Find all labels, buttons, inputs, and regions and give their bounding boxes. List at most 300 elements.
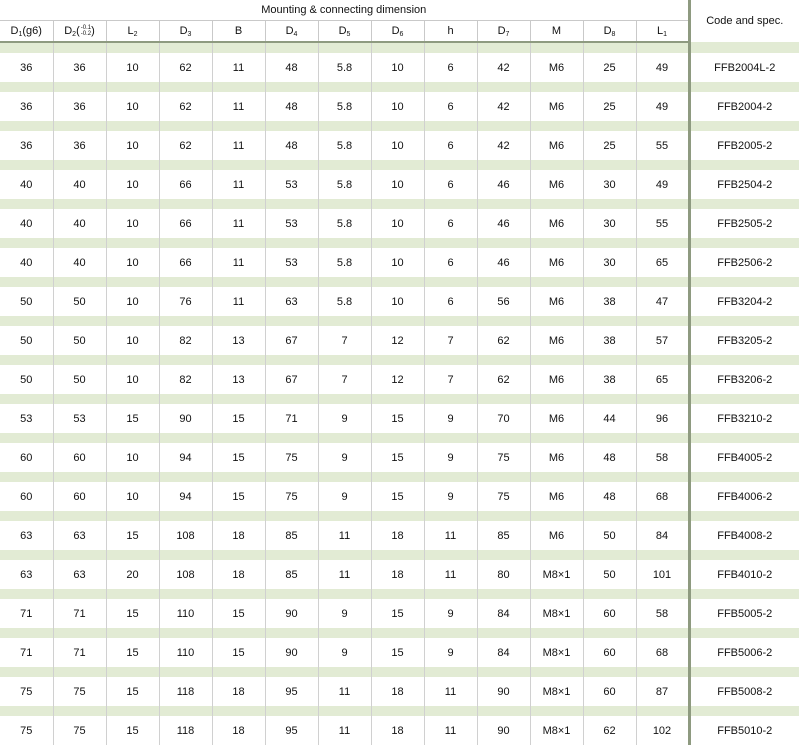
table-cell: 71 bbox=[265, 404, 318, 433]
table-cell: 53 bbox=[53, 404, 106, 433]
table-cell: M6 bbox=[530, 287, 583, 316]
table-cell: 10 bbox=[371, 92, 424, 121]
row-separator bbox=[0, 316, 799, 326]
row-separator bbox=[0, 511, 799, 521]
row-separator bbox=[0, 433, 799, 443]
table-cell: 9 bbox=[424, 404, 477, 433]
row-separator bbox=[0, 550, 799, 560]
table-cell: M8×1 bbox=[530, 716, 583, 745]
table-cell: 6 bbox=[424, 53, 477, 82]
table-cell: 85 bbox=[477, 521, 530, 550]
table-cell: M6 bbox=[530, 209, 583, 238]
code-cell: FFB4005-2 bbox=[689, 443, 799, 472]
table-cell: 95 bbox=[265, 716, 318, 745]
table-cell: 84 bbox=[477, 599, 530, 628]
table-cell: 75 bbox=[0, 716, 53, 745]
table-cell: 62 bbox=[477, 365, 530, 394]
table-cell: 47 bbox=[636, 287, 689, 316]
table-cell: M6 bbox=[530, 170, 583, 199]
table-cell: 63 bbox=[53, 560, 106, 589]
table-cell: 11 bbox=[212, 287, 265, 316]
table-cell: 10 bbox=[371, 53, 424, 82]
table-row bbox=[0, 287, 799, 316]
code-cell: FFB5010-2 bbox=[689, 716, 799, 745]
table-cell: 48 bbox=[265, 53, 318, 82]
table-cell: 53 bbox=[265, 170, 318, 199]
table-cell: 15 bbox=[371, 638, 424, 667]
table-cell: 118 bbox=[159, 716, 212, 745]
table-cell: 9 bbox=[424, 443, 477, 472]
table-row bbox=[0, 365, 799, 394]
table-cell: 50 bbox=[53, 287, 106, 316]
group-header: Mounting & connecting dimension bbox=[0, 0, 689, 21]
table-cell: 25 bbox=[583, 53, 636, 82]
table-cell: 40 bbox=[53, 170, 106, 199]
table-cell: 60 bbox=[583, 599, 636, 628]
table-cell: 9 bbox=[318, 404, 371, 433]
table-cell: 18 bbox=[212, 560, 265, 589]
table-cell: 5.8 bbox=[318, 170, 371, 199]
column-header: $D_3$ bbox=[159, 21, 212, 43]
table-cell: 15 bbox=[371, 599, 424, 628]
table-cell: 53 bbox=[0, 404, 53, 433]
table-cell: 15 bbox=[106, 716, 159, 745]
row-separator bbox=[0, 706, 799, 716]
table-row bbox=[0, 599, 799, 628]
table-cell: 11 bbox=[318, 677, 371, 706]
table-cell: 18 bbox=[212, 677, 265, 706]
table-cell: 15 bbox=[212, 443, 265, 472]
table-cell: 71 bbox=[0, 599, 53, 628]
table-cell: 5.8 bbox=[318, 131, 371, 160]
table-cell: 60 bbox=[53, 482, 106, 511]
table-cell: M8×1 bbox=[530, 599, 583, 628]
table-cell: 6 bbox=[424, 92, 477, 121]
table-cell: 80 bbox=[477, 560, 530, 589]
table-cell: 65 bbox=[636, 248, 689, 277]
table-cell: 90 bbox=[159, 404, 212, 433]
table-cell: 90 bbox=[477, 677, 530, 706]
table-cell: 15 bbox=[106, 677, 159, 706]
table-cell: 85 bbox=[265, 521, 318, 550]
table-cell: 11 bbox=[318, 521, 371, 550]
table-cell: 62 bbox=[159, 92, 212, 121]
table-cell: 66 bbox=[159, 209, 212, 238]
table-cell: 38 bbox=[583, 287, 636, 316]
table-row bbox=[0, 521, 799, 550]
table-cell: 118 bbox=[159, 677, 212, 706]
table-cell: 82 bbox=[159, 365, 212, 394]
table-cell: 15 bbox=[212, 404, 265, 433]
table-cell: 10 bbox=[106, 53, 159, 82]
table-cell: 75 bbox=[53, 677, 106, 706]
table-cell: 48 bbox=[265, 92, 318, 121]
table-cell: 30 bbox=[583, 170, 636, 199]
row-separator bbox=[0, 121, 799, 131]
table-cell: 9 bbox=[318, 599, 371, 628]
table-cell: 5.8 bbox=[318, 248, 371, 277]
table-cell: 15 bbox=[106, 404, 159, 433]
table-cell: M8×1 bbox=[530, 677, 583, 706]
table-cell: 102 bbox=[636, 716, 689, 745]
table-cell: 10 bbox=[371, 209, 424, 238]
table-cell: 15 bbox=[212, 482, 265, 511]
table-row bbox=[0, 92, 799, 121]
table-cell: 11 bbox=[318, 716, 371, 745]
column-header: $D_1(g6)$ bbox=[0, 21, 53, 43]
table-cell: 11 bbox=[424, 560, 477, 589]
code-cell: FFB3210-2 bbox=[689, 404, 799, 433]
code-cell: FFB5008-2 bbox=[689, 677, 799, 706]
table-row bbox=[0, 209, 799, 238]
table-cell: 58 bbox=[636, 599, 689, 628]
table-cell: 25 bbox=[583, 131, 636, 160]
table-cell: 10 bbox=[106, 92, 159, 121]
table-cell: 9 bbox=[424, 638, 477, 667]
table-cell: M6 bbox=[530, 131, 583, 160]
table-cell: 110 bbox=[159, 599, 212, 628]
table-cell: 18 bbox=[371, 521, 424, 550]
table-cell: 50 bbox=[0, 365, 53, 394]
table-cell: M6 bbox=[530, 365, 583, 394]
table-row bbox=[0, 716, 799, 745]
table-cell: M6 bbox=[530, 482, 583, 511]
table-cell: 94 bbox=[159, 443, 212, 472]
column-header: $D_2$( -0.1 -0.2 ) bbox=[53, 21, 106, 43]
table-cell: 25 bbox=[583, 92, 636, 121]
table-cell: 68 bbox=[636, 638, 689, 667]
code-cell: FFB2504-2 bbox=[689, 170, 799, 199]
column-header: $L_1$ bbox=[636, 21, 689, 43]
table-cell: 49 bbox=[636, 170, 689, 199]
table-cell: 10 bbox=[106, 248, 159, 277]
table-cell: 15 bbox=[371, 443, 424, 472]
table-cell: 75 bbox=[0, 677, 53, 706]
code-cell: FFB5005-2 bbox=[689, 599, 799, 628]
table-cell: 50 bbox=[53, 365, 106, 394]
table-cell: 63 bbox=[0, 560, 53, 589]
table-row bbox=[0, 404, 799, 433]
table-cell: 63 bbox=[265, 287, 318, 316]
table-cell: 42 bbox=[477, 131, 530, 160]
table-cell: 10 bbox=[106, 170, 159, 199]
table-cell: 96 bbox=[636, 404, 689, 433]
table-cell: 48 bbox=[583, 482, 636, 511]
table-cell: 13 bbox=[212, 326, 265, 355]
table-cell: 76 bbox=[159, 287, 212, 316]
table-cell: 71 bbox=[0, 638, 53, 667]
table-cell: 10 bbox=[371, 170, 424, 199]
table-cell: 42 bbox=[477, 53, 530, 82]
table-cell: M6 bbox=[530, 443, 583, 472]
table-row bbox=[0, 482, 799, 511]
table-row bbox=[0, 638, 799, 667]
table-cell: 60 bbox=[0, 443, 53, 472]
table-cell: 101 bbox=[636, 560, 689, 589]
code-cell: FFB3206-2 bbox=[689, 365, 799, 394]
table-row bbox=[0, 53, 799, 82]
column-header: $D_5$ bbox=[318, 21, 371, 43]
table-row bbox=[0, 560, 799, 589]
table-cell: 85 bbox=[265, 560, 318, 589]
table-cell: 94 bbox=[159, 482, 212, 511]
table-cell: 10 bbox=[106, 131, 159, 160]
table-cell: 11 bbox=[424, 521, 477, 550]
table-cell: 75 bbox=[265, 482, 318, 511]
table-cell: 66 bbox=[159, 248, 212, 277]
table-cell: 6 bbox=[424, 209, 477, 238]
table-cell: 90 bbox=[265, 638, 318, 667]
row-separator bbox=[0, 238, 799, 248]
code-cell: FFB4010-2 bbox=[689, 560, 799, 589]
table-cell: 18 bbox=[212, 716, 265, 745]
table-cell: 40 bbox=[53, 209, 106, 238]
table-cell: 55 bbox=[636, 131, 689, 160]
table-cell: M6 bbox=[530, 92, 583, 121]
table-cell: 75 bbox=[477, 443, 530, 472]
row-separator bbox=[0, 628, 799, 638]
table-cell: 90 bbox=[477, 716, 530, 745]
table-cell: 50 bbox=[53, 326, 106, 355]
table-cell: 5.8 bbox=[318, 209, 371, 238]
code-cell: FFB3205-2 bbox=[689, 326, 799, 355]
table-cell: 15 bbox=[106, 599, 159, 628]
column-header: B bbox=[212, 21, 265, 43]
table-cell: 6 bbox=[424, 287, 477, 316]
table-cell: 6 bbox=[424, 170, 477, 199]
table-row bbox=[0, 248, 799, 277]
table-cell: 9 bbox=[424, 599, 477, 628]
table-cell: 7 bbox=[424, 365, 477, 394]
table-cell: 11 bbox=[212, 92, 265, 121]
table-cell: 38 bbox=[583, 365, 636, 394]
table-cell: 10 bbox=[371, 131, 424, 160]
code-cell: FFB2004L-2 bbox=[689, 53, 799, 82]
table-cell: 13 bbox=[212, 365, 265, 394]
table-cell: 36 bbox=[0, 92, 53, 121]
table-cell: 60 bbox=[583, 638, 636, 667]
table-cell: 87 bbox=[636, 677, 689, 706]
table-cell: 44 bbox=[583, 404, 636, 433]
table-cell: 10 bbox=[371, 287, 424, 316]
table-cell: 63 bbox=[53, 521, 106, 550]
column-header: $D_8$ bbox=[583, 21, 636, 43]
table-cell: 20 bbox=[106, 560, 159, 589]
table-cell: 11 bbox=[212, 53, 265, 82]
table-cell: 15 bbox=[212, 638, 265, 667]
table-cell: 15 bbox=[371, 404, 424, 433]
table-cell: 63 bbox=[0, 521, 53, 550]
table-cell: 12 bbox=[371, 365, 424, 394]
table-cell: 10 bbox=[371, 248, 424, 277]
table-cell: 60 bbox=[0, 482, 53, 511]
code-header: Code and spec. bbox=[689, 0, 799, 42]
code-cell: FFB2004-2 bbox=[689, 92, 799, 121]
row-separator bbox=[0, 355, 799, 365]
table-cell: 57 bbox=[636, 326, 689, 355]
table-cell: 50 bbox=[583, 521, 636, 550]
table-cell: 75 bbox=[477, 482, 530, 511]
table-cell: 67 bbox=[265, 326, 318, 355]
table-cell: 11 bbox=[424, 716, 477, 745]
table-cell: M8×1 bbox=[530, 638, 583, 667]
table-cell: 71 bbox=[53, 638, 106, 667]
table-cell: 18 bbox=[212, 521, 265, 550]
table-cell: 53 bbox=[265, 209, 318, 238]
table-cell: 15 bbox=[371, 482, 424, 511]
table-cell: 11 bbox=[212, 209, 265, 238]
column-header: $L_2$ bbox=[106, 21, 159, 43]
table-cell: 40 bbox=[0, 209, 53, 238]
table-cell: 7 bbox=[424, 326, 477, 355]
table-cell: 82 bbox=[159, 326, 212, 355]
table-cell: 12 bbox=[371, 326, 424, 355]
row-separator bbox=[0, 82, 799, 92]
table-cell: 40 bbox=[0, 248, 53, 277]
table-cell: 18 bbox=[371, 716, 424, 745]
table-cell: 62 bbox=[477, 326, 530, 355]
row-separator bbox=[0, 589, 799, 599]
table-cell: M6 bbox=[530, 326, 583, 355]
column-header: M bbox=[530, 21, 583, 43]
row-separator bbox=[0, 394, 799, 404]
table-cell: 84 bbox=[636, 521, 689, 550]
table-cell: 67 bbox=[265, 365, 318, 394]
table-cell: 110 bbox=[159, 638, 212, 667]
table-cell: 36 bbox=[53, 131, 106, 160]
column-header: $D_6$ bbox=[371, 21, 424, 43]
table-cell: 5.8 bbox=[318, 92, 371, 121]
table-cell: 6 bbox=[424, 131, 477, 160]
table-cell: 10 bbox=[106, 326, 159, 355]
table-cell: 18 bbox=[371, 677, 424, 706]
table-cell: M8×1 bbox=[530, 560, 583, 589]
table-cell: 46 bbox=[477, 248, 530, 277]
code-cell: FFB2505-2 bbox=[689, 209, 799, 238]
table-cell: 71 bbox=[53, 599, 106, 628]
table-cell: M6 bbox=[530, 521, 583, 550]
column-header: h bbox=[424, 21, 477, 43]
table-cell: 42 bbox=[477, 92, 530, 121]
row-separator bbox=[0, 199, 799, 209]
table-row bbox=[0, 170, 799, 199]
table-cell: 84 bbox=[477, 638, 530, 667]
table-cell: M6 bbox=[530, 248, 583, 277]
table-cell: 75 bbox=[53, 716, 106, 745]
column-header: $D_4$ bbox=[265, 21, 318, 43]
table-cell: 36 bbox=[53, 53, 106, 82]
row-separator bbox=[0, 277, 799, 287]
column-header: $D_7$ bbox=[477, 21, 530, 43]
table-cell: 15 bbox=[106, 638, 159, 667]
row-separator bbox=[0, 160, 799, 170]
table-cell: 6 bbox=[424, 248, 477, 277]
table-cell: 9 bbox=[318, 482, 371, 511]
table-cell: 55 bbox=[636, 209, 689, 238]
table-cell: 60 bbox=[583, 677, 636, 706]
code-cell: FFB5006-2 bbox=[689, 638, 799, 667]
table-cell: 66 bbox=[159, 170, 212, 199]
table-cell: 46 bbox=[477, 170, 530, 199]
table-cell: 75 bbox=[265, 443, 318, 472]
table-cell: 46 bbox=[477, 209, 530, 238]
table-cell: 40 bbox=[0, 170, 53, 199]
table-cell: 15 bbox=[106, 521, 159, 550]
table-cell: 50 bbox=[583, 560, 636, 589]
row-separator bbox=[0, 472, 799, 482]
table-cell: 70 bbox=[477, 404, 530, 433]
table-row bbox=[0, 677, 799, 706]
table-cell: 50 bbox=[0, 287, 53, 316]
table-cell: 49 bbox=[636, 92, 689, 121]
code-cell: FFB4006-2 bbox=[689, 482, 799, 511]
table-cell: 15 bbox=[212, 599, 265, 628]
table-row bbox=[0, 443, 799, 472]
table-cell: 36 bbox=[0, 53, 53, 82]
table-cell: 90 bbox=[265, 599, 318, 628]
table-cell: 10 bbox=[106, 209, 159, 238]
table-cell: 18 bbox=[371, 560, 424, 589]
table-cell: 11 bbox=[212, 170, 265, 199]
table-cell: 58 bbox=[636, 443, 689, 472]
table-cell: 7 bbox=[318, 326, 371, 355]
table-cell: 56 bbox=[477, 287, 530, 316]
table-cell: 48 bbox=[265, 131, 318, 160]
table-cell: 10 bbox=[106, 287, 159, 316]
table-cell: M6 bbox=[530, 404, 583, 433]
table-cell: 36 bbox=[0, 131, 53, 160]
table-cell: M6 bbox=[530, 53, 583, 82]
table-cell: 62 bbox=[159, 53, 212, 82]
table-cell: 11 bbox=[424, 677, 477, 706]
table-cell: 50 bbox=[0, 326, 53, 355]
table-row bbox=[0, 131, 799, 160]
table-cell: 11 bbox=[318, 560, 371, 589]
row-separator bbox=[0, 667, 799, 677]
code-cell: FFB2506-2 bbox=[689, 248, 799, 277]
row-separator bbox=[0, 42, 799, 53]
table-cell: 53 bbox=[265, 248, 318, 277]
table-cell: 49 bbox=[636, 53, 689, 82]
table-cell: 62 bbox=[159, 131, 212, 160]
table-cell: 30 bbox=[583, 248, 636, 277]
table-cell: 65 bbox=[636, 365, 689, 394]
table-cell: 10 bbox=[106, 365, 159, 394]
table-cell: 48 bbox=[583, 443, 636, 472]
table-row bbox=[0, 326, 799, 355]
table-cell: 60 bbox=[53, 443, 106, 472]
table-cell: 40 bbox=[53, 248, 106, 277]
table-cell: 5.8 bbox=[318, 53, 371, 82]
table-cell: 38 bbox=[583, 326, 636, 355]
table-cell: 10 bbox=[106, 482, 159, 511]
table-cell: 95 bbox=[265, 677, 318, 706]
table-cell: 108 bbox=[159, 521, 212, 550]
table-cell: 9 bbox=[424, 482, 477, 511]
table-cell: 5.8 bbox=[318, 287, 371, 316]
code-cell: FFB2005-2 bbox=[689, 131, 799, 160]
table-cell: 9 bbox=[318, 638, 371, 667]
code-cell: FFB3204-2 bbox=[689, 287, 799, 316]
table-cell: 11 bbox=[212, 248, 265, 277]
table-cell: 36 bbox=[53, 92, 106, 121]
table-cell: 10 bbox=[106, 443, 159, 472]
table-cell: 62 bbox=[583, 716, 636, 745]
table-cell: 9 bbox=[318, 443, 371, 472]
table-cell: 30 bbox=[583, 209, 636, 238]
table-cell: 108 bbox=[159, 560, 212, 589]
table-cell: 68 bbox=[636, 482, 689, 511]
